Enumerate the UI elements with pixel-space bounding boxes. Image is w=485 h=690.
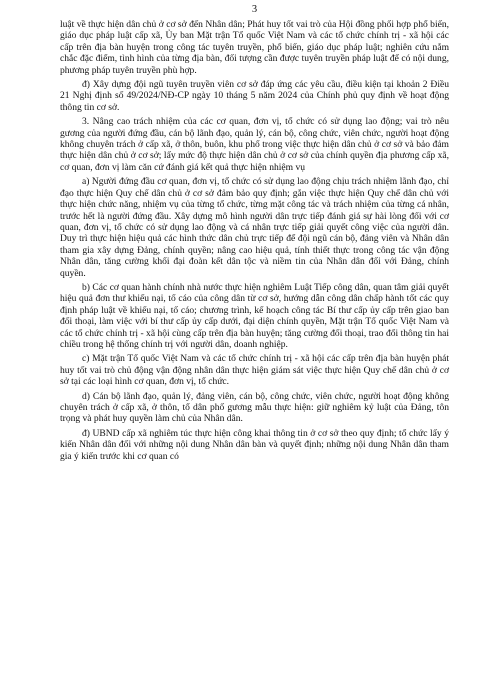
paragraph-item-a: a) Người đứng đầu cơ quan, đơn vị, tổ chức có sử dụng lao động chịu trách nhiệm lãnh đạo, chỉ đạo thực hiện Quy chế dân chủ ở cơ sở đảm bảo quy định; gắn việc thực hiện Quy chế dân chủ với thực hiện chức năng, nhiệm vụ của từng tổ chức, từng mặt công tác và trách nhiệm của từng cá nhân, trước hết là người đứng đầu. Xây dựng mô hình người dân trực tiếp đánh giá sự hài lòng đối với cơ quan, đơn vị, tổ chức có sử dụng lao động và cá nhân trực tiếp giải quyết công việc của người dân. Duy trì thực hiện hiệu quả các hình thức dân chủ trực tiếp để đội ngũ cán bộ, đảng viên và Nhân dân tham gia xây dựng Đảng, chính quyền; nâng cao hiệu quả, tính thiết thực trong công tác vận động Nhân dân, tăng cường khối đại đoàn kết dân tộc và niềm tin của Nhân dân đối với Đảng, chính quyền. — [60, 176, 449, 279]
paragraph-item-c: c) Mặt trận Tổ quốc Việt Nam và các tổ chức chính trị - xã hội các cấp trên địa bàn huyện phát huy tốt vai trò chủ động vận động nhân dân thực hiện giám sát việc thực hiện Quy chế dân chủ ở cơ sở tại các loại hình cơ quan, đơn vị, tổ chức. — [60, 353, 449, 388]
paragraph-section-3: 3. Nâng cao trách nhiệm của các cơ quan, đơn vị, tổ chức có sử dụng lao động; vai trò nêu gương của người đứng đầu, cán bộ lãnh đạo, quản lý, cán bộ, công chức, viên chức, người hoạt động không chuyên trách ở cấp xã, ở thôn, buôn, khu phố trong việc thực hiện dân chủ ở cơ sở và bảo đảm thực hiện dân chủ ở cơ sở; lấy mức độ thực hiện dân chủ ở cơ sở của chính quyền địa phương cấp xã, cơ quan, đơn vị làm căn cứ đánh giá kết quả thực hiện nhiệm vụ — [60, 116, 449, 173]
page-number: 3 — [251, 4, 258, 15]
paragraph-item-d: d) Cán bộ lãnh đạo, quản lý, đảng viên, cán bộ, công chức, viên chức, người hoạt động không chuyên trách ở cấp xã, ở thôn, tổ dân phố gương mẫu thực hiện: giữ nghiêm kỷ luật của Đảng, tôn trọng và phát huy quyền làm chủ của Nhân dân. — [60, 390, 449, 425]
paragraph-item-dd-1: đ) Xây dựng đội ngũ tuyên truyền viên cơ sở đáp ứng các yêu cầu, điều kiện tại khoản 2 Điều 21 Nghị định số 49/2024/NĐ-CP ngày 10 tháng 5 năm 2024 của Chính phủ quy định về hoạt động thông tin cơ sở. — [60, 79, 449, 113]
paragraph-item-dd-2: đ) UBND cấp xã nghiêm túc thực hiện công khai thông tin ở cơ sở theo quy định; tổ chức lấy ý kiến Nhân dân đối với những nội dung Nhân dân bàn và quyết định; những nội dung Nhân dân tham gia ý kiến trước khi cơ quan có — [60, 427, 449, 462]
paragraph-continuation: luật về thực hiện dân chủ ở cơ sở đến Nhân dân; Phát huy tốt vai trò của Hội đồng phối hợp phổ biến, giáo dục pháp luật cấp xã, Ủy ban Mặt trận Tổ quốc Việt Nam và các tổ chức chính trị - xã hội các cấp trên địa bàn huyện trong công tác tuyên truyền, phổ biến, giáo dục pháp luật; nghiên cứu nắm chắc đặc điểm, tình hình của từng địa bàn, đối tượng cần được tuyên truyền pháp luật để có nội dung, phương pháp tuyên truyền phù hợp. — [60, 19, 449, 76]
paragraph-item-b: b) Các cơ quan hành chính nhà nước thực hiện nghiêm Luật Tiếp công dân, quan tâm giải quyết hiệu quả đơn thư khiếu nại, tố cáo của công dân từ cơ sở, hướng dẫn công dân chấp hành tốt các quy định pháp luật về khiếu nại, tố cáo; chương trình, kế hoạch công tác Bí thư cấp ủy cấp trên giao ban đối thoại, làm việc với bí thư cấp ủy cấp dưới, đại diện chính quyền, Mặt trận Tổ quốc Việt Nam và các tổ chức chính trị - xã hội cùng cấp trên địa bàn huyện; tăng cường đối thoại, trao đổi thông tin hai chiều trong hệ thống chính trị với người dân, doanh nghiệp. — [60, 281, 449, 350]
